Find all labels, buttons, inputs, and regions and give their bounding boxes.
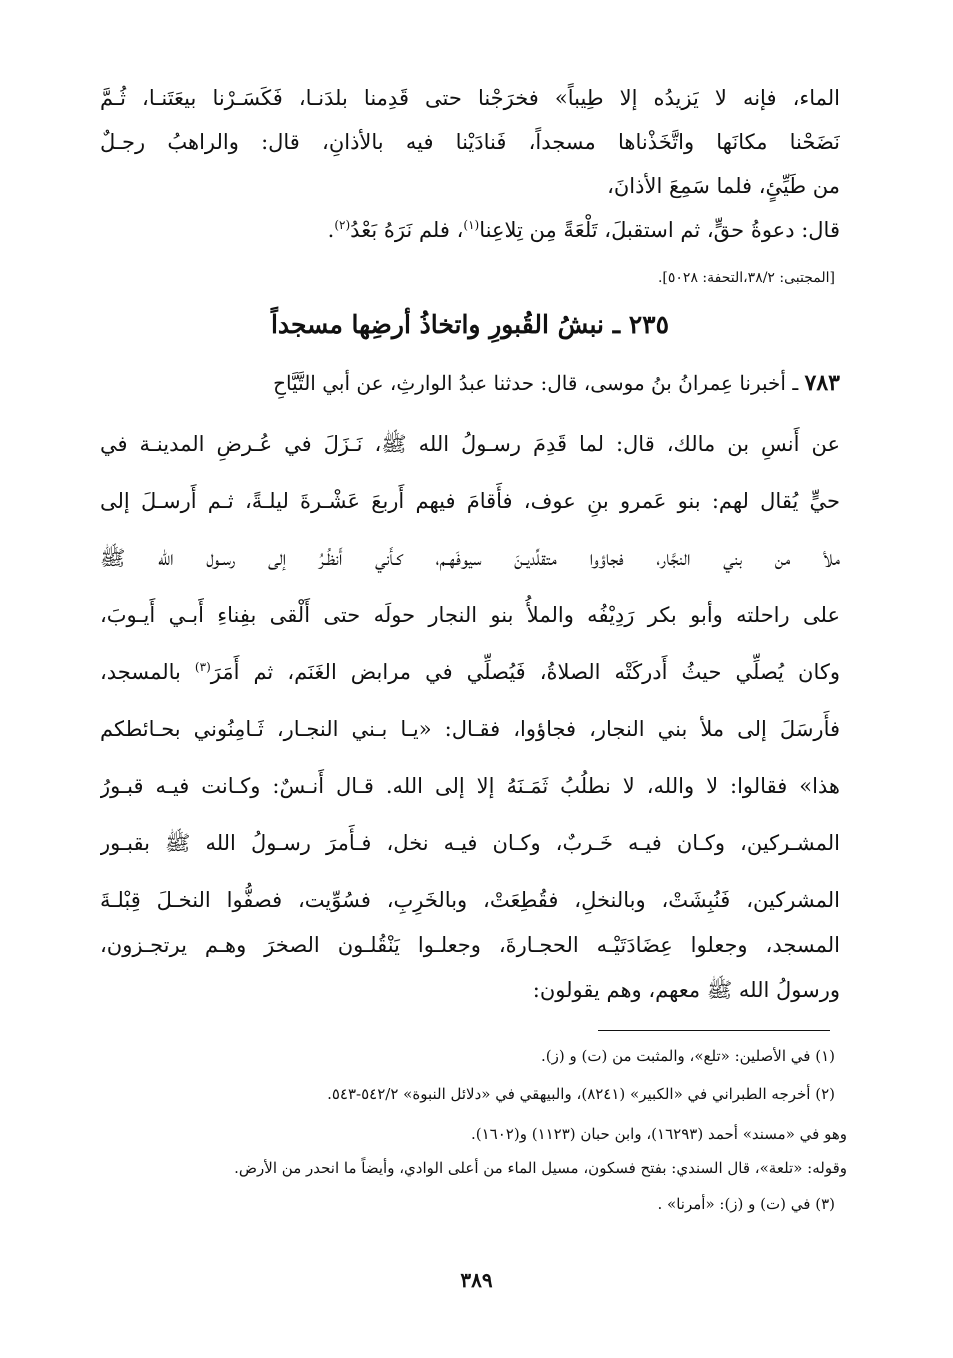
- footnote: وهو في «مسند» أحمد (١٦٢٩٣)، وابن حبان (١١٢٣) و(١٦٠٢).: [470, 1125, 847, 1143]
- text-line: [100, 652, 840, 696]
- footnote-marker: (٢): [334, 218, 351, 232]
- text-line: عن أَنسِ بن مالك، قال: لما قَدِمَ رسـولُ الله ﷺ، نَـزَلَ في عُـرضِ المدينـة في: [100, 432, 840, 456]
- text-line: من طَيِّئٍ، فلما سَمِعَ الأذانَ،: [607, 174, 840, 198]
- text-line: على راحلته وأبو بكر رَدِيْفُه والملأُ بنو النجار حولَه حتى أَلْقى بفِناءِ أَبـي أَيـوبَ،: [100, 603, 840, 627]
- text-line: المشـركين، وكـان فيـه خَـربٌ، وكـان فيـه نخل، فـأَمرَ رسـولُ الله ﷺ بقبـور: [100, 831, 840, 855]
- text-line: ملأ من بني النجَّار، فجاؤوا متقلِّديـنَ سيوفَهـم، كـأَني أَنظُـرُ إلى رسـول الله ﷺ: [100, 546, 840, 570]
- hadith-number: ٧٨٣: [804, 370, 840, 396]
- text-line: نَضَحْنا مكانَها واتَّخَذْناها مسجداً، فَنادَيْنا فيه بالأذانِ، قال: والراهبُ رجـلٌ: [100, 130, 840, 154]
- text-segment: ، فلم نَرَهُ بَعْدُ: [350, 218, 464, 242]
- footnote: وقوله: «تلعة»، قال السندي: بفتح فسكون، مسيل الماء من أعلى الوادي، وأيضاً ما انحدر من الأرض.: [234, 1159, 847, 1177]
- text-line: المشركين، فَنُبِشَتْ، وبالنخلِ، فقُطِعَتْ، وبالخَرِبِ، فسُوِّيت، فصفُّوا النخـلَ قِبْلـةَ: [100, 888, 840, 912]
- text-line: حيٍّ يُقال لهم: بنو عَمرو بنِ عوف، فأَقامَ فيهم أَربعَ عَشْـرةَ ليلـةً، ثـم أَرسـلَ إلى: [100, 489, 840, 513]
- page-number: ٣٨٩: [460, 1268, 493, 1292]
- text-segment: قال: دعوةُ حقٍّ، ثم استقبلَ، تَلْعَةً مِن تِلاعِنا: [479, 218, 840, 242]
- footnote-marker: (١): [463, 218, 480, 232]
- footnote: (٣) في (ت) و (ز): «أمرنا» .: [657, 1195, 835, 1213]
- text-line: ورسولُ الله ﷺ معهم، وهم يقولون:: [532, 978, 840, 1002]
- text-line: [100, 210, 840, 254]
- text-line: فأَرسَلَ إلى ملأ بني النجار، فجاؤوا، فقـال: «يـا بـني النجـار، ثَـامِنُوني بحـائطكم: [100, 717, 840, 741]
- text-line: الماء، فإنه لا يَزيدُه إلا طِيباً» فخرَجْنا حتى قَدِمنا بلدَنـا، فَكَسَـرْنا بيعَتَنـا، ثُـمَّ: [100, 86, 840, 110]
- footnote-marker: (٣): [194, 660, 211, 674]
- text-segment: وكان يُصلِّي حيثُ أَدركَتْه الصلاةُ، فَيُصلِّي في مرابض الغَنَم، ثم أَمَرَ: [210, 660, 840, 684]
- footnote: (١) في الأصلين: «تلع»، والمثبت من (ت) و (ز).: [540, 1047, 835, 1065]
- text-line: المسجد، وجعلوا عِضَادَتَيْـه الحجـارةَ، وجعلـوا يَنْقُلـون الصخرَ وهـم يرتجـزون،: [100, 933, 840, 957]
- chapter-heading: ٢٣٥ ـ نبشُ القُبورِ واتخاذُ أرضِها مسجداً: [270, 310, 670, 339]
- text-line: هذا» فقالوا: لا والله، لا نطلُبُ ثَمَـنَهُ إلا إلى الله. قـال أَنـسٌ: وكـانت فيـه قبـورُ: [100, 774, 840, 798]
- source-reference: [المجتبى: ٣٨/٢،التحفة: ٥٠٢٨].: [657, 270, 835, 286]
- text-segment: .: [327, 218, 335, 242]
- hadith-intro: [100, 363, 840, 403]
- hadith-isnad: ـ أخبرنا عِمرانُ بنُ موسى، قال: حدثنا عبدُ الوارثِ، عن أبي التَّيَّاحِ: [273, 371, 805, 395]
- footnote-divider: [598, 1030, 830, 1031]
- footnote: (٢) أخرجه الطبراني في «الكبير» (٨٢٤١)، والبيهقي في «دلائل النبوة» ٥٤٢/٢-٥٤٣.: [327, 1085, 835, 1103]
- text-segment: بالمسجد،: [100, 660, 195, 684]
